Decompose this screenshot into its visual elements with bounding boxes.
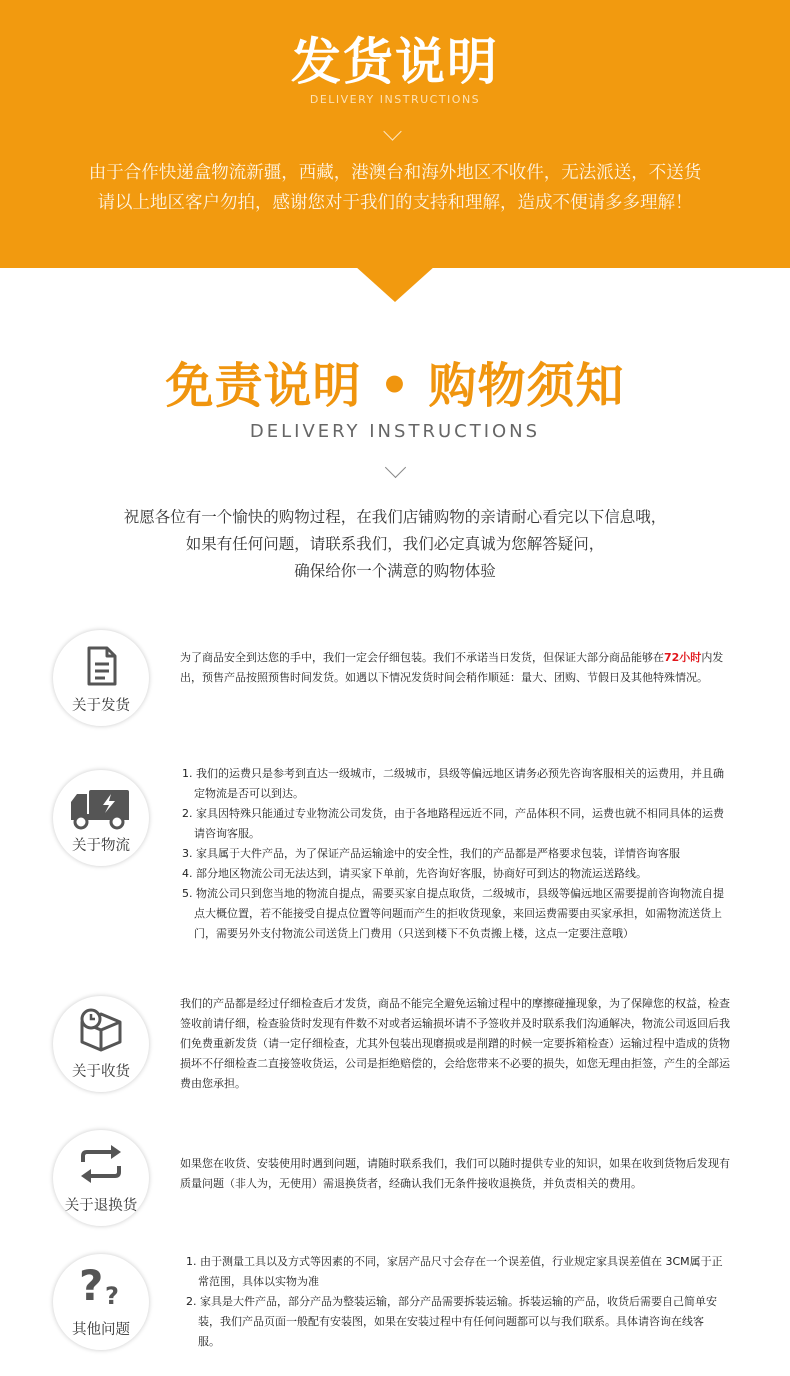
section-subtitle: DELIVERY INSTRUCTIONS [249, 421, 541, 442]
intro-line: 确保给你一个满意的购物体验 [294, 562, 496, 580]
banner-title: 发货说明 [291, 33, 499, 91]
returns-paragraph: 如果您在收货、安装使用时遇到问题，请随时联系我们，我们可以随时提供专业的知识，如果在收到货物后发现有质量问题（非人为，无使用）需退换货者，经确认我们无条件接收退换货，并负责相关的费用。 [180, 1157, 730, 1190]
package-icon [78, 1008, 124, 1054]
returns-badge [53, 1130, 149, 1226]
banner-notch [355, 266, 435, 302]
intro-line: 祝愿各位有一个愉快的购物过程，在我们店铺购物的亲请耐心看完以下信息哦， [123, 508, 667, 526]
document-icon [81, 644, 121, 688]
returns-text [180, 1154, 730, 1194]
list-item: 3. 家具属于大件产品，为了保证产品运输途中的安全性，我们的产品都是严格要求包装，详情咨询客服 [182, 847, 680, 860]
logistics-list [180, 764, 730, 944]
list-item: 4. 部分地区物流公司无法达到，请买家下单前，先咨询好客服，协商好可到达的物流运送路线。 [182, 867, 647, 880]
shipping-highlight: 72小时 [664, 651, 702, 664]
list-item: 1. 我们的运费只是参考到直达一级城市，二级城市，县级等偏远地区请务必预先咨询客服相关的运费用，并且确定物流是否可以到达。 [182, 767, 724, 800]
truck-icon [69, 786, 133, 830]
logistics-badge [53, 770, 149, 866]
other-list [184, 1252, 724, 1352]
other-label: 其他问题 [72, 1322, 130, 1338]
intro-line: 如果有任何问题，请联系我们，我们必定真诚为您解答疑问， [185, 535, 605, 553]
shipping-paragraph [180, 648, 730, 688]
receiving-paragraph: 我们的产品都是经过仔细检查后才发货，商品不能完全避免运输过程中的摩擦碰撞现象，为了保障您的权益，检查签收前请仔细，检查验货时发现有件数不对或者运输损坏请不予签收并及时联系我们沟通解决，物流公司返回后我们免费重新发货（请一定仔细检查，尤其外包装出现磨损或是削蹭的时候一定要拆箱检查）运输过程中造成的货物损坏不仔细检查二直接签收货运，公司是拒绝赔偿的，会给您带来不必要的损失，如您无理由拒签，产生的全部运费由您承担。 [180, 997, 730, 1090]
shipping-badge [53, 630, 149, 726]
shipping-text-after: 内发出，预售产品按照预售时间发货。如遇以下情况发货时间会稍作顺延：量大、团购、节假日及其他特殊情况。 [180, 651, 724, 684]
list-item: 2. 家具因特殊只能通过专业物流公司发货，由于各地路程远近不同，产品体积不同，运费也就不相同具体的运费请咨询客服。 [182, 807, 724, 840]
returns-label: 关于退换货 [64, 1198, 138, 1214]
svg-text:?: ? [105, 1282, 119, 1308]
receiving-text [180, 994, 730, 1094]
shipping-notice-banner [0, 0, 790, 268]
shipping-text [180, 648, 730, 688]
banner-notice-line: 请以上地区客户勿拍，感谢您对于我们的支持和理解，造成不便请多多理解！ [97, 193, 693, 213]
shipping-label: 关于发货 [72, 698, 130, 714]
banner-subtitle: DELIVERY INSTRUCTIONS [309, 93, 481, 106]
question-icon [77, 1260, 125, 1308]
receiving-label: 关于收货 [72, 1064, 130, 1080]
banner-notice-text [60, 158, 730, 218]
svg-text:?: ? [79, 1261, 104, 1308]
shipping-text-before: 为了商品安全到达您的手中，我们一定会仔细包装。我们不承诺当日发货，但保证大部分商品能够在 [180, 651, 664, 664]
chevron-down-icon [383, 122, 401, 140]
other-badge [53, 1254, 149, 1350]
exchange-arrows-icon [77, 1144, 125, 1184]
list-item: 1. 由于测量工具以及方式等因素的不同，家居产品尺寸会存在一个误差值，行业规定家具误差值在 3CM属于正常范围，具体以实物为准 [186, 1255, 723, 1288]
intro-text [60, 504, 730, 585]
logistics-label: 关于物流 [72, 838, 130, 854]
section-title: 免责说明 • 购物须知 [165, 358, 625, 414]
chevron-down-icon [385, 457, 406, 478]
receiving-badge [53, 996, 149, 1092]
list-item: 5. 物流公司只到您当地的物流自提点，需要买家自提点取货，二级城市，县级等偏远地区需要提前咨询物流自提点大概位置，若不能接受自提点位置等问题而产生的拒收货现象，来回运费需要由买家承担，如需物流送货上门，需要另外支付物流公司送货上门费用（只送到楼下不负责搬上楼，这点一定要注意哦） [182, 887, 724, 940]
banner-notice-line: 由于合作快递盒物流新疆，西藏，港澳台和海外地区不收件，无法派送，不送货 [88, 163, 702, 183]
list-item: 2. 家具是大件产品，部分产品为整装运输，部分产品需要拆装运输。拆装运输的产品，收货后需要自己简单安装，我们产品页面一般配有安装图，如果在安装过程中有任何问题都可以与我们联系。具体请咨询在线客服。 [186, 1295, 717, 1348]
